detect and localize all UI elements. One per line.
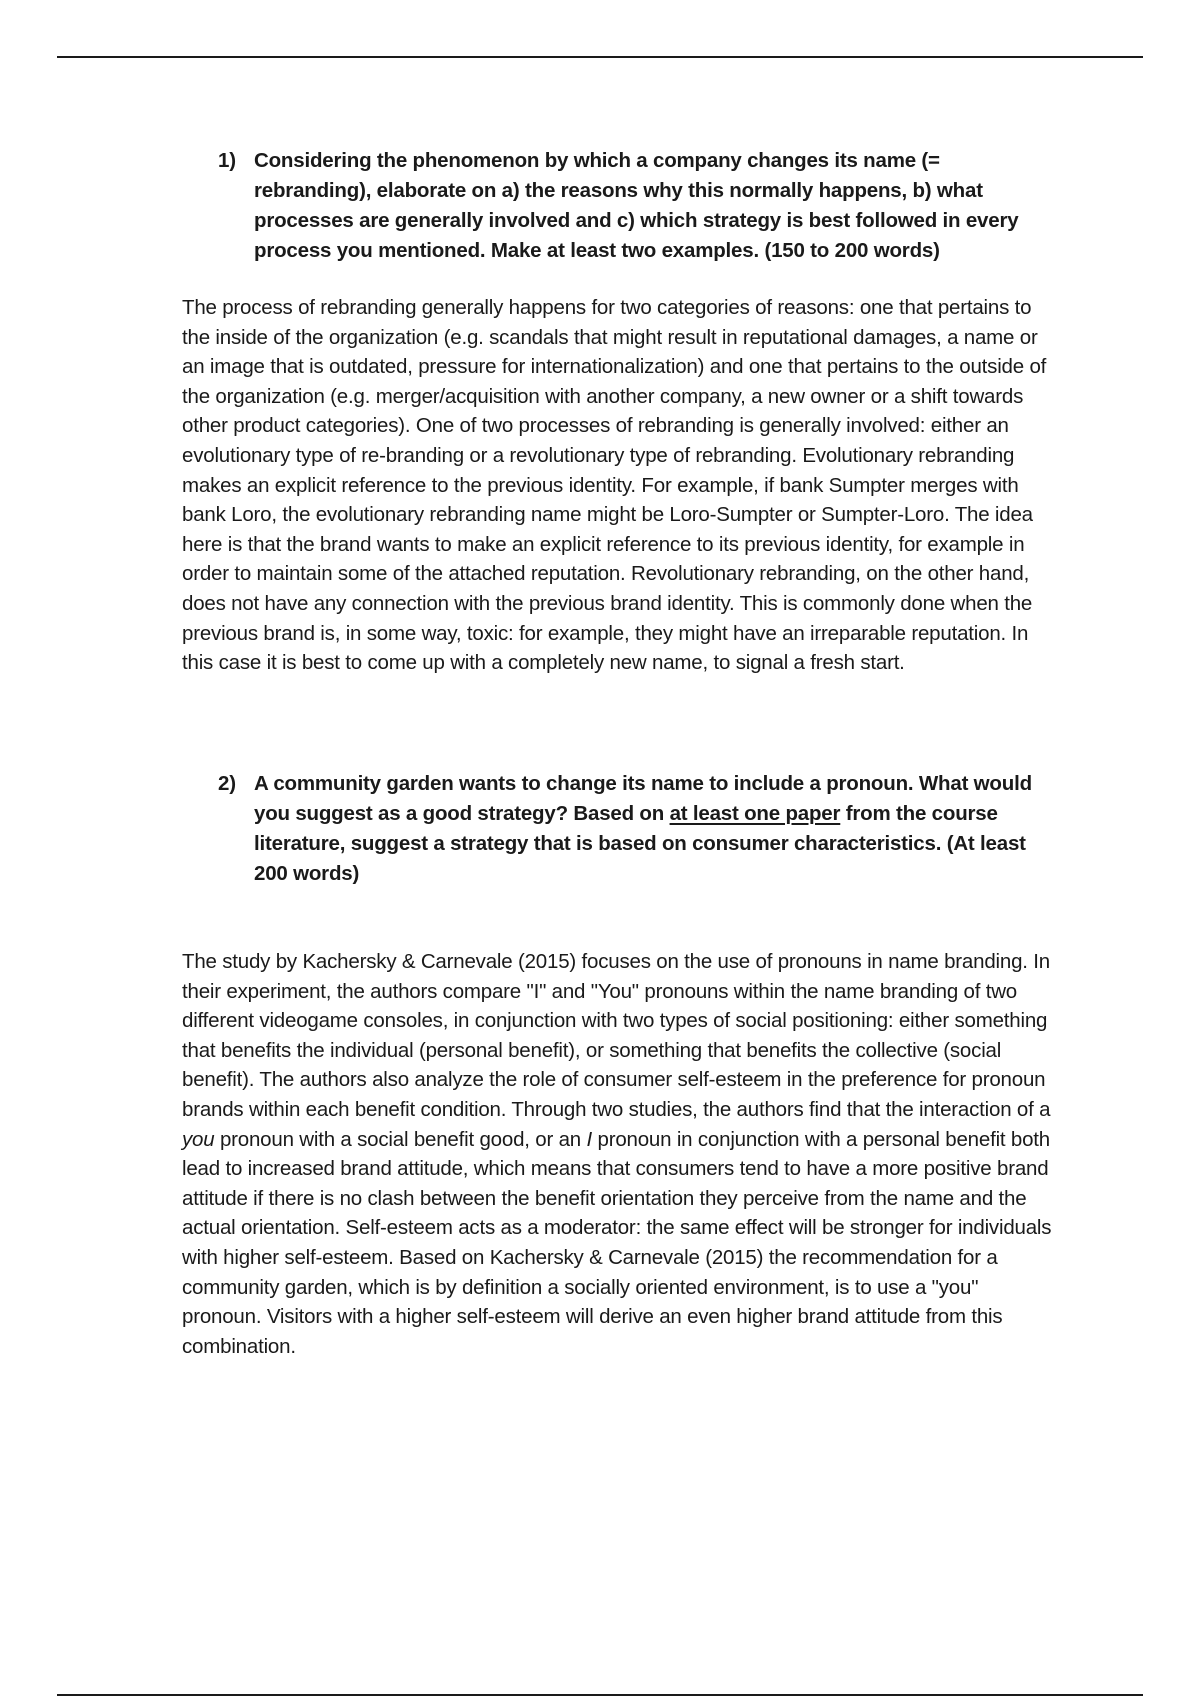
question-1-number: 1) xyxy=(218,149,236,172)
answer-2-italic-you: you xyxy=(182,1127,215,1151)
question-2-text-start: A community garden wants to change its name to include a pronoun. What would you suggest as a good strategy? Based on xyxy=(254,772,1032,825)
answer-1: The process of rebranding generally happens for two categories of reasons: one that pertains to the inside of the organization (e.g. scandals that might result in reputational damages, a name or an image that is outdated, pressure for internationalization) and one that pertains to the outside of the organization (e.g. merger/acquisition with another company, a new owner or a shift towards other product categories). One of two processes of rebranding is generally involved: either an evolutionary type of re-branding or a revolutionary type of rebranding. Evolutionary rebranding makes an explicit reference to the previous identity. For example, if bank Sumpter merges with bank Loro, the evolutionary rebranding name might be Loro-Sumpter or Sumpter-Loro. The idea here is that the brand wants to make an explicit reference to its previous identity, for example in order to maintain some of the attached reputation. Revolutionary rebranding, on the other hand, does not have any connection with the previous brand identity. This is commonly done when the previous brand is, in some way, toxic: for example, they might have an irreparable reputation. In this case it is best to come up with a completely new name, to signal a fresh start. xyxy=(182,296,1047,675)
answer-2-part-3: pronoun in conjunction with a personal benefit both lead to increased brand attitude, which means that consumers tend to have a more positive brand attitude if there is no clash between the benefit orientation they perceive from the name and the actual orientation. Self-esteem acts as a moderator: the same effect will be stronger for individuals with higher self-esteem. Based on Kachersky & Carnevale (2015) the recommendation for a community garden, which is by definition a socially oriented environment, is to use a "you" pronoun. Visitors with a higher self-esteem will derive an even higher brand attitude from this combination. xyxy=(182,1127,1052,1358)
question-2-underlined-phrase: at least one paper xyxy=(669,802,841,825)
question-1-text: Considering the phenomenon by which a company changes its name (= rebranding), elaborate on a) the reasons why this normally happens, b) what processes are generally involved and c) which strategy is best followed in every process you mentioned. Make at least two examples. (150 to 200 words) xyxy=(254,149,1019,262)
header-rule xyxy=(57,56,1143,58)
question-2-text xyxy=(254,769,1058,889)
answer-2 xyxy=(182,947,1060,1361)
answer-2-italic-i: I xyxy=(586,1127,592,1151)
answer-2-part-2: pronoun with a social benefit good, or an xyxy=(214,1127,587,1151)
question-2 xyxy=(218,769,1058,889)
question-2-number: 2) xyxy=(218,772,236,795)
answer-2-part-1: The study by Kachersky & Carnevale (2015) focuses on the use of pronouns in name branding. In their experiment, the authors compare "I" and "You" pronouns within the name branding of two different videogame consoles, in conjunction with two types of social positioning: either something that benefits the individual (personal benefit), or something that benefits the collective (social benefit). The authors also analyze the role of consumer self-esteem in the preference for pronoun brands within each benefit condition. Through two studies, the authors find that the interaction of a xyxy=(182,950,1051,1121)
footer-rule xyxy=(57,1694,1143,1696)
question-2-text-end: from the course literature, suggest a strategy that is based on consumer characteristics. (At least 200 words) xyxy=(254,802,1026,885)
question-1 xyxy=(218,146,1058,266)
